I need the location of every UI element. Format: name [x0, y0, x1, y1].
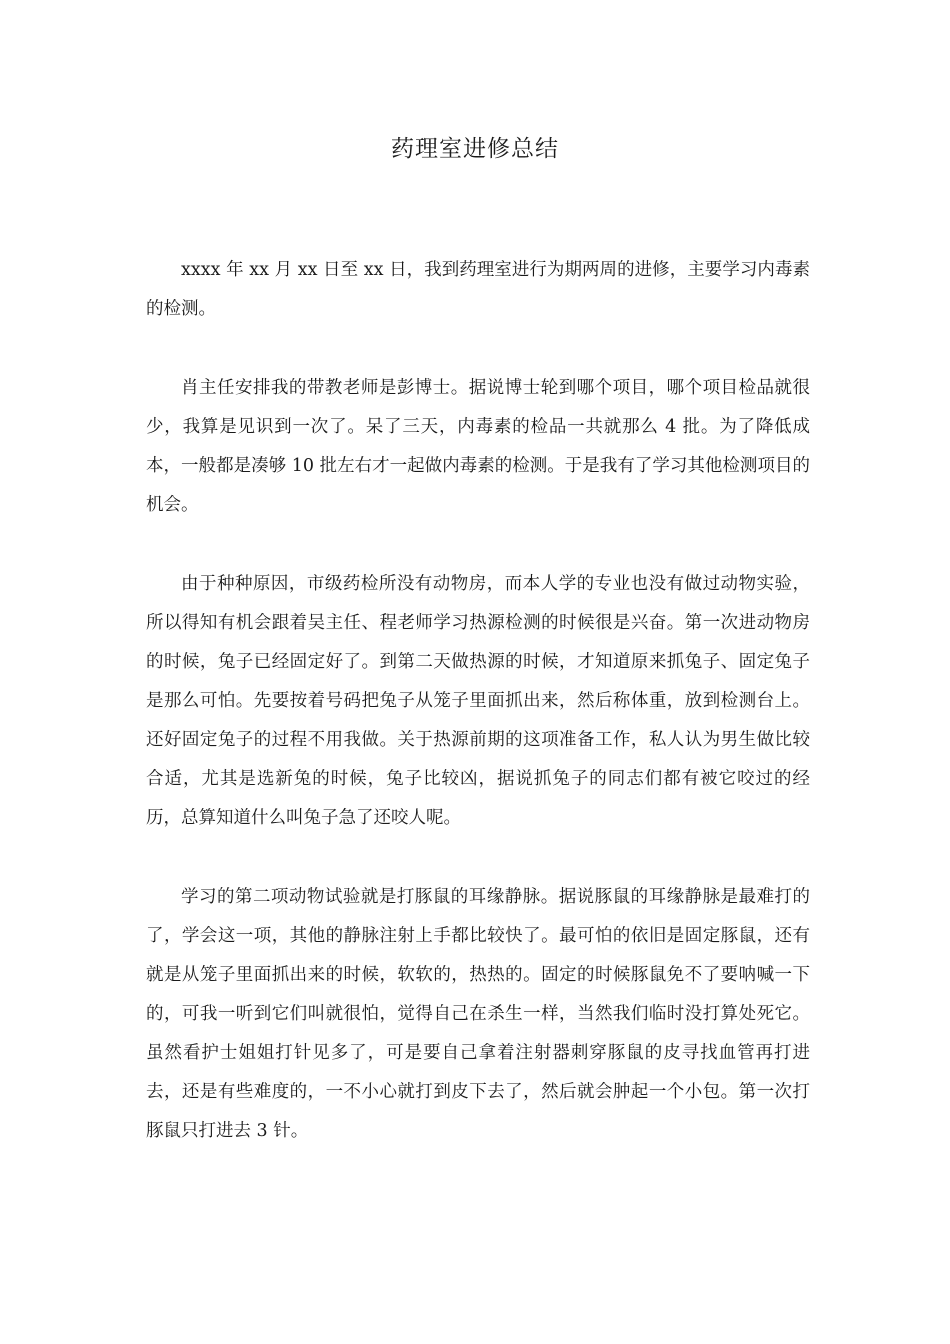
document-title: 药理室进修总结 — [391, 136, 559, 162]
paragraph-1: xxxx 年 xx 月 xx 日至 xx 日，我到药理室进行为期两周的进修，主要学习内毒素的检测。 — [146, 260, 810, 319]
paragraph-2: 肖主任安排我的带教老师是彭博士。据说博士轮到哪个项目，哪个项目检品就很少，我算是见识到一次了。呆了三天，内毒素的检品一共就那么 4 批。为了降低成本，一般都是凑够 10 批左右才一起做内毒素的检测。于是我有了学习其他检测项目的机会。 — [146, 378, 810, 515]
paragraph-3: 由于种种原因，市级药检所没有动物房，而本人学的专业也没有做过动物实验，所以得知有机会跟着吴主任、程老师学习热源检测的时候很是兴奋。第一次进动物房的时候，兔子已经固定好了。到第二天做热源的时候，才知道原来抓兔子、固定兔子是那么可怕。先要按着号码把兔子从笼子里面抓出来，然后称体重，放到检测台上。还好固定兔子的过程不用我做。关于热源前期的这项准备工作，私人认为男生做比较合适，尤其是选新兔的时候，兔子比较凶，据说抓兔子的同志们都有被它咬过的经历，总算知道什么叫兔子急了还咬人呢。 — [146, 574, 810, 828]
document-body — [146, 251, 810, 1191]
paragraph-4: 学习的第二项动物试验就是打豚鼠的耳缘静脉。据说豚鼠的耳缘静脉是最难打的了，学会这一项，其他的静脉注射上手都比较快了。最可怕的依旧是固定豚鼠，还有就是从笼子里面抓出来的时候，软软的，热热的。固定的时候豚鼠免不了要呐喊一下的，可我一听到它们叫就很怕，觉得自己在杀生一样，当然我们临时没打算处死它。虽然看护士姐姐打针见多了，可是要自己拿着注射器刺穿豚鼠的皮寻找血管再打进去，还是有些难度的，一不小心就打到皮下去了，然后就会肿起一个小包。第一次打豚鼠只打进去 3 针。 — [146, 887, 810, 1141]
